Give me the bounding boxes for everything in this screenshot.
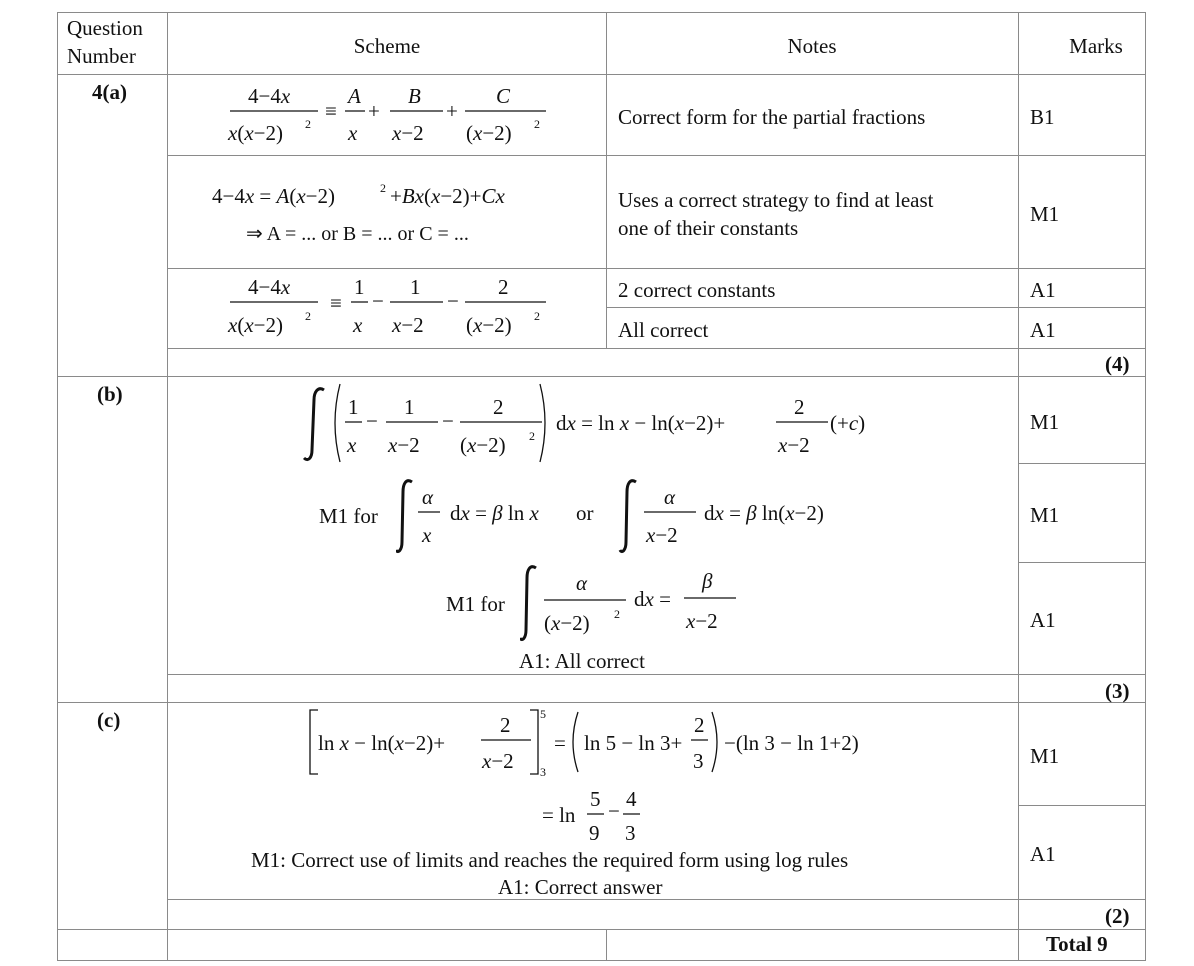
svg-text:5: 5 xyxy=(590,787,601,811)
mark-b-row2: M1 xyxy=(1030,503,1060,527)
grid-line xyxy=(606,12,607,348)
grid-line xyxy=(1018,463,1146,464)
svg-text:−: − xyxy=(372,289,384,313)
svg-text:3: 3 xyxy=(625,821,636,845)
question-label-c: (c) xyxy=(97,708,121,732)
svg-text:x: x xyxy=(422,523,432,547)
question-label-b: (b) xyxy=(97,382,123,406)
mark-a-row1: B1 xyxy=(1030,105,1055,129)
svg-text:≡: ≡ xyxy=(325,99,337,123)
svg-text:ln x − ln(x−2)+: ln x − ln(x−2)+ xyxy=(318,731,446,755)
mark-a-row3: A1 xyxy=(1030,278,1056,302)
svg-text:x−2: x−2 xyxy=(482,749,514,773)
total-a: (4) xyxy=(1105,352,1130,376)
notes-all-correct: All correct xyxy=(618,318,709,342)
svg-text:dx = β ln(x−2): dx = β ln(x−2) xyxy=(704,501,824,525)
find-constants-formula xyxy=(208,176,588,212)
svg-text:4: 4 xyxy=(626,787,637,811)
svg-text:3: 3 xyxy=(693,749,704,773)
grid-line xyxy=(167,268,1146,269)
svg-text:x−2: x−2 xyxy=(392,313,424,337)
header-question-number-line1: Question xyxy=(67,16,143,40)
svg-text:1: 1 xyxy=(410,275,421,299)
grid-line xyxy=(606,929,607,961)
grid-line xyxy=(167,899,1146,900)
mark-c-row2: A1 xyxy=(1030,842,1056,866)
svg-text:B: B xyxy=(408,84,421,108)
svg-text:α: α xyxy=(576,571,588,595)
svg-text:5: 5 xyxy=(540,707,546,721)
svg-text:+: + xyxy=(368,99,380,123)
svg-text:C: C xyxy=(496,84,511,108)
svg-text:x(x−2): x(x−2) xyxy=(228,313,283,337)
svg-text:α: α xyxy=(664,485,676,509)
question-label-4a: 4(a) xyxy=(92,80,127,104)
grid-line xyxy=(1018,562,1146,563)
svg-text:x(x−2): x(x−2) xyxy=(228,121,283,145)
header-notes: Notes xyxy=(787,34,837,58)
grid-line xyxy=(57,12,58,961)
svg-text:4−4x: 4−4x xyxy=(248,84,291,108)
grid-line xyxy=(606,307,1146,308)
svg-text:2: 2 xyxy=(534,117,540,131)
svg-text:ln 5 − ln 3+: ln 5 − ln 3+ xyxy=(584,731,683,755)
notes-strategy-line2: one of their constants xyxy=(618,216,799,240)
total-marks: Total 9 xyxy=(1046,932,1108,956)
grid-line xyxy=(1018,805,1146,806)
svg-text:(x−2): (x−2) xyxy=(466,121,512,145)
svg-text:2: 2 xyxy=(498,275,509,299)
svg-text:2: 2 xyxy=(529,429,535,443)
svg-text:1: 1 xyxy=(348,395,359,419)
svg-text:x−2: x−2 xyxy=(392,121,424,145)
svg-text:2: 2 xyxy=(380,181,386,195)
definite-integral-formula xyxy=(306,704,896,780)
svg-text:+: + xyxy=(446,99,458,123)
svg-text:dx = β ln x: dx = β ln x xyxy=(450,501,539,525)
svg-text:≡: ≡ xyxy=(330,291,342,315)
svg-text:−: − xyxy=(608,799,620,823)
grid-line xyxy=(167,348,1146,349)
svg-text:x: x xyxy=(348,121,358,145)
or-text: or xyxy=(576,501,594,525)
svg-text:dx =: dx = xyxy=(634,587,671,611)
grid-line xyxy=(57,702,1146,703)
svg-text:2: 2 xyxy=(305,117,311,131)
svg-text:x−2: x−2 xyxy=(778,433,810,457)
m1-for-label-1: M1 for xyxy=(319,504,378,528)
partial-fraction-form-formula xyxy=(218,78,558,156)
notes-strategy-line1: Uses a correct strategy to find at least xyxy=(618,188,934,212)
svg-text:x−2: x−2 xyxy=(686,609,718,633)
mark-b-row3: A1 xyxy=(1030,608,1056,632)
total-c: (2) xyxy=(1105,904,1130,928)
notes-correct-form: Correct form for the partial fractions xyxy=(618,105,926,129)
grid-line xyxy=(167,674,1146,675)
svg-text:2: 2 xyxy=(500,713,511,737)
a1-correct-answer-note: A1: Correct answer xyxy=(498,875,663,899)
svg-text:1: 1 xyxy=(404,395,415,419)
svg-text:(x−2): (x−2) xyxy=(544,611,590,635)
total-b: (3) xyxy=(1105,679,1130,703)
svg-text:2: 2 xyxy=(534,309,540,323)
svg-text:4−4x = A(x−2): 4−4x = A(x−2) xyxy=(212,184,336,208)
svg-text:2: 2 xyxy=(493,395,504,419)
notes-two-constants: 2 correct constants xyxy=(618,278,776,302)
strategy-result-line: ⇒ A = ... or B = ... or C = ... xyxy=(246,223,469,245)
m1-for-label-2: M1 for xyxy=(446,592,505,616)
svg-text:−(ln 3 − ln 1+2): −(ln 3 − ln 1+2) xyxy=(724,731,859,755)
svg-text:β: β xyxy=(702,569,713,593)
svg-text:−: − xyxy=(442,409,454,433)
header-question-number-line2: Number xyxy=(67,44,136,68)
mark-a-row2: M1 xyxy=(1030,202,1060,226)
header-scheme: Scheme xyxy=(353,34,421,58)
m1-limits-note: M1: Correct use of limits and reaches the required form using log rules xyxy=(251,848,849,872)
svg-text:(x−2): (x−2) xyxy=(460,433,506,457)
svg-text:2: 2 xyxy=(694,713,705,737)
svg-text:4−4x: 4−4x xyxy=(248,275,291,299)
svg-text:2: 2 xyxy=(614,607,620,621)
integral-result-formula xyxy=(300,378,900,468)
grid-line xyxy=(57,960,1146,961)
svg-text:=: = xyxy=(554,731,566,755)
grid-line xyxy=(57,929,1146,930)
svg-text:3: 3 xyxy=(540,765,546,779)
svg-text:−: − xyxy=(447,289,459,313)
mark-c-row1: M1 xyxy=(1030,744,1060,768)
log-integral-formula xyxy=(396,472,876,558)
reciprocal-integral-formula xyxy=(520,558,750,648)
svg-text:+Bx(x−2)+Cx: +Bx(x−2)+Cx xyxy=(390,184,505,208)
svg-text:2: 2 xyxy=(305,309,311,323)
svg-text:x−2: x−2 xyxy=(646,523,678,547)
svg-text:x: x xyxy=(347,433,357,457)
svg-text:2: 2 xyxy=(794,395,805,419)
svg-text:1: 1 xyxy=(354,275,365,299)
header-marks: Marks xyxy=(1069,34,1123,58)
partial-fraction-result-formula xyxy=(218,270,558,348)
grid-line xyxy=(57,12,1146,13)
svg-text:= ln: = ln xyxy=(542,803,576,827)
svg-text:(+c): (+c) xyxy=(830,411,866,435)
a1-all-correct-note: A1: All correct xyxy=(519,649,645,673)
svg-text:9: 9 xyxy=(589,821,600,845)
svg-text:x−2: x−2 xyxy=(388,433,420,457)
svg-text:A: A xyxy=(348,84,361,108)
grid-line xyxy=(57,74,1146,75)
grid-line xyxy=(57,376,1146,377)
svg-text:α: α xyxy=(422,485,434,509)
mark-b-row1: M1 xyxy=(1030,410,1060,434)
svg-text:−: − xyxy=(366,409,378,433)
svg-text:dx = ln x − ln(x−2)+: dx = ln x − ln(x−2)+ xyxy=(556,411,726,435)
final-answer-formula xyxy=(540,784,650,846)
svg-text:x: x xyxy=(353,313,363,337)
svg-text:(x−2): (x−2) xyxy=(466,313,512,337)
mark-a-row4: A1 xyxy=(1030,318,1056,342)
